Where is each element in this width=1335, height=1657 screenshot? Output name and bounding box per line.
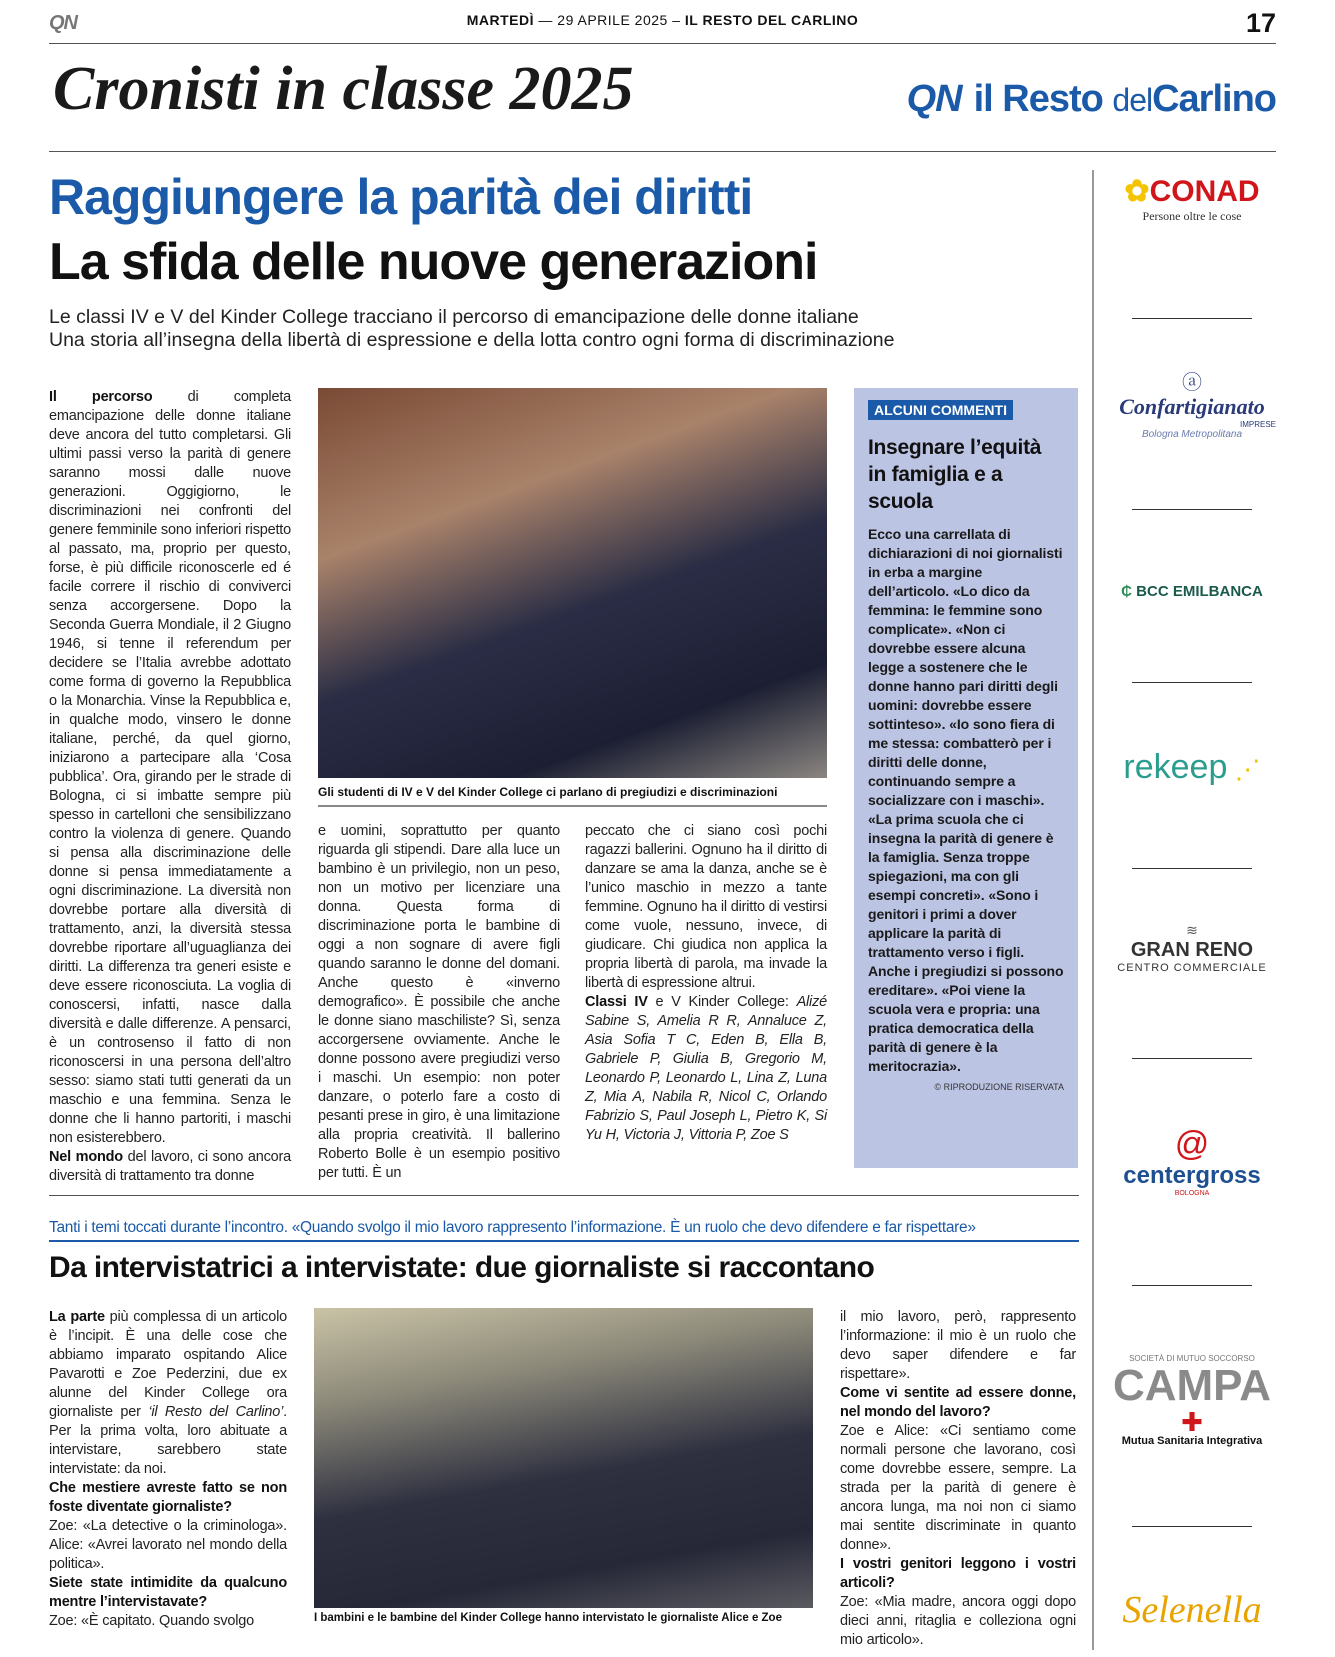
article-column-1 <box>49 388 291 1186</box>
ad-emilbanca[interactable] <box>1108 583 1276 600</box>
paragraph: e uomini, soprattutto per quanto riguarda gli stipendi. Dare alla luce un bambino è un privilegio, non un peso, non un motivo per licenziare una donna. Questa forma di discriminazione porta le bambine di oggi a non sognare di avere figli quando saranno le donne del domani. Anche questo è «inverno demografico». È possibile che anche le donne siano maschiliste? Sì, senza accorgersene ovviamente. Anche le donne possono avere pregiudizi verso i maschi. Un esempio: non poter danzare, o poterlo fare a costo di pesanti prese in giro, è una limitazione alla propria creatività. Il ballerino Roberto Bolle è un esempio positivo per tutti. È un <box>318 823 560 1181</box>
interview-photo-block <box>314 1308 813 1624</box>
logo-qn: QN <box>906 78 962 120</box>
divider <box>1132 1058 1252 1059</box>
headline: Raggiungere la parità dei diritti <box>49 169 753 225</box>
ad-centergross[interactable] <box>1108 1126 1276 1197</box>
date: 29 APRILE 2025 <box>557 12 668 28</box>
ad-tagline: Persone oltre le cose <box>1142 209 1242 223</box>
divider <box>1132 1285 1252 1286</box>
comments-title: Insegnare l’equità in famiglia e a scuola <box>868 436 1042 513</box>
copyright: © RIPRODUZIONE RISERVATA <box>934 1082 1064 1092</box>
answer: Zoe: «Mia madre, ancora oggi dopo dieci anni, ritaglia e colleziona ogni mio articolo». <box>840 1594 1076 1648</box>
divider <box>1132 509 1252 510</box>
question: Che mestiere avreste fatto se non foste diventate giornaliste? <box>49 1480 287 1515</box>
question: I vostri genitori leggono i vostri articoli? <box>840 1556 1076 1591</box>
paper-name: IL RESTO DEL CARLINO <box>684 12 859 28</box>
sun-rays-icon: ⋰ <box>1227 754 1261 784</box>
sponsor-divider <box>1092 170 1094 1650</box>
carlino-logo <box>907 78 1276 121</box>
photo-caption: Gli studenti di IV e V del Kinder College ci parlano di pregiudizi e discriminazioni <box>318 781 827 807</box>
paragraph: . Per la prima volta, loro abituate a intervistare, sarebbero state intervistate: da noi. <box>49 1404 287 1477</box>
qn-logo: QN <box>49 12 77 34</box>
answer: Zoe: «La detective o la criminologa». Alice: «Avrei lavorato nel mondo della politica». <box>49 1518 287 1572</box>
ad-name: CONAD <box>1149 175 1260 208</box>
lead-in: Ecco <box>868 526 902 542</box>
paragraph: una carrellata di dichiarazioni di noi giornalisti in erba a margine dell’articolo. «Lo dico da femmina: le femmine sono complicate». «Non ci dovrebbe essere alcuna legge a sostenere che le donne hanno pari diritti degli uomini: dovrebbe essere sottinteso». «Io sono fiera di me stessa: combatterò per i diritti delle donne, continuando sempre a socializzare con i maschi». «La prima scuola che ci insegna la parità di genere è la famiglia. Senza troppe spiegazioni, ma con gli esempi concreti». «Sono i genitori i primi a dover applicare la parità di trattamento verso i figli. Anche i pregiudizi si possono ereditare». «Poi viene la scuola vera e propria: una pratica democratica della parità di genere è la meritocrazia». <box>868 526 1064 1074</box>
question: Come vi sentite ad essere donne, nel mondo del lavoro? <box>840 1385 1076 1420</box>
wave-icon: ≋ <box>1186 922 1198 938</box>
class-photo <box>318 388 827 778</box>
article-column-3 <box>585 822 827 1145</box>
ad-name: GRAN RENO <box>1130 939 1254 961</box>
comments-badge: ALCUNI COMMENTI <box>868 400 1013 420</box>
ad-top: SOCIETÀ DI MUTUO SOCCORSO <box>1129 1354 1255 1363</box>
ad-name: CAMPA <box>1112 1361 1272 1410</box>
ad-tagline: CENTRO COMMERCIALE <box>1117 962 1267 974</box>
cross-icon: ✚ <box>1181 1407 1203 1437</box>
divider <box>1132 318 1252 319</box>
ad-tagline: BOLOGNA <box>1174 1190 1210 1197</box>
comments-box <box>854 388 1078 1168</box>
dateline: MARTEDÌ — 29 APRILE 2025 – IL RESTO DEL CARLINO <box>466 12 859 28</box>
lead-in: Il percorso <box>49 389 153 405</box>
ad-campa[interactable] <box>1108 1354 1276 1447</box>
divider <box>1132 1526 1252 1527</box>
logo-carlino: Carlino <box>1152 78 1276 120</box>
subtitle-line: Le classi IV e V del Kinder College tracciano il percorso di emancipazione delle donne italiane <box>49 306 859 328</box>
ad-name: BCC EMILBANCA <box>1136 583 1263 600</box>
ad-name: centergross <box>1123 1162 1261 1189</box>
interview-section <box>49 1195 1079 1650</box>
answer: Zoe: «È capitato. Quando svolgo <box>49 1613 254 1629</box>
headline-interview: Da intervistatrici a intervistate: due giornaliste si raccontano <box>49 1251 875 1284</box>
ad-confartigianato[interactable] <box>1108 372 1276 440</box>
divider <box>1132 682 1252 683</box>
answer: il mio lavoro, però, rappresento l’informazione: il mio è un ruolo che devo saper difendere e far rispettare». <box>840 1309 1076 1382</box>
swirl-icon: @ <box>1174 1125 1210 1163</box>
ad-sub: IMPRESE <box>1239 420 1276 429</box>
page-header <box>49 8 1276 44</box>
ad-name: Confartigianato <box>1119 394 1265 419</box>
bcc-icon: ₵ <box>1121 583 1132 600</box>
paragraph: del lavoro, ci sono ancora diversità di trattamento tra donne <box>49 1149 291 1184</box>
lead-in: Nel mondo <box>49 1149 123 1165</box>
subtitle-line: Una storia all’insegna della libertà di espressione e della lotta contro ogni forma di discriminazione <box>49 329 895 351</box>
answer: Zoe e Alice: «Ci sentiamo come normali persone che lavorano, così come dovrebbe essere, sempre. La strada per la parità di genere è ancora lunga, ma noi non ci siamo mai sentite discriminate in quanto donne». <box>840 1423 1076 1553</box>
student-names: Alizé Sabine S, Amelia R R, Annaluce Z, Asia Sofia T C, Eden B, Ella B, Gabriele P, Giulia B, Gregorio M, Leonardo P, Leonardo L, Lina Z, Luna Z, Mia A, Nabila R, Nicol C, Orlando Fabrizio S, Paul Joseph L, Pietro K, Si Yu H, Victoria J, Vittoria P, Zoe S <box>585 994 827 1143</box>
page-number: 17 <box>1245 8 1276 38</box>
interview-caption: I bambini e le bambine del Kinder College hanno intervistato le giornaliste Alice e Zoe <box>314 1612 782 1624</box>
interview-column-1 <box>49 1308 287 1631</box>
interview-column-3 <box>840 1308 1076 1650</box>
logo-name: il Resto <box>973 78 1103 120</box>
paragraph: di completa emancipazione delle donne italiane deve ancora del tutto completarsi. Gli ultimi passi verso la parità di genere saranno mossi dalle nuove generazioni. Oggigiorno, le discriminazioni nei confronti del genere femminile sono inferiori rispetto al passato, ma, proprio per questo, forse, è più difficile riconoscerle ed é facile correre il rischio di conviverci senza accorgersene. Dopo la Seconda Guerra Mondiale, il 2 Giugno 1946, si tenne il referendum per decidere se l’Italia avrebbe adottato come forma di governo la Repubblica o la Monarchia. Vinse la Repubblica e, in qualche modo, vinsero le donne italiane, perché, da quel giorno, iniziarono a partecipare alla ‘Cosa pubblica’. Ora, girando per le strade di Bologna, ci si imbatte sempre più spesso in cartelloni che sensibilizzano contro la violenza di genere. Quando si pensa alla discriminazione delle donne si pensa immediatamente a ogni discriminazione. La diversità non dovrebbe portare alla diversità di trattamento, anzi, la diversità stessa dovrebbe riportare all’uguaglianza dei diritti. La differenza tra generi esiste e deve essere riconosciuta. La voglia di conoscersi, infatti, nasce dalla diversità e dalle differenze. A pensarci, è un controsenso il fatto di non riconoscersi in una persona dell’altro sesso: siamo stati tutti generati da un maschio e una femmina. Senza le donne che li hanno partoriti, i maschi non esisterebbero. <box>49 389 292 1146</box>
lead-in: La parte <box>49 1309 105 1325</box>
article-column-2 <box>318 822 560 1183</box>
paragraph: e V Kinder College: <box>647 994 797 1010</box>
comments-body <box>868 525 1064 1076</box>
logo-del: del <box>1112 82 1153 118</box>
headline-secondary: La sfida delle nuove generazioni <box>49 233 818 291</box>
ad-selenella[interactable]: Selenella <box>1122 1589 1262 1631</box>
at-icon: ⓐ <box>1182 372 1202 394</box>
interview-photo <box>314 1308 813 1608</box>
flower-icon: ✿ <box>1124 175 1150 208</box>
paragraph: peccato che ci siano così pochi ragazzi ballerini. Ognuno ha il diritto di danzare se ama la danza, anche se è l’unico maschio in mezzo a tante femmine. Ognuno ha il diritto di vestirsi come vuole, nessuno, invece, di giudicare. Chi giudica non applica la propria libertà di parola, ma invade la libertà di espressione altrui. <box>585 823 827 991</box>
ad-name: rekeep <box>1123 748 1228 786</box>
ad-granreno[interactable] <box>1108 922 1276 974</box>
newspaper-name: ‘il Resto del Carlino’ <box>148 1404 284 1420</box>
lead-in: Classi IV <box>585 994 648 1010</box>
masthead <box>49 50 1276 152</box>
section-title: Cronisti in classe 2025 <box>53 55 634 123</box>
paragraph: più complessa di un articolo è l’incipit. È una delle cose che abbiamo imparato ospitando Alice Pavarotti e Zoe Pederzini, due ex alunne del Kinder College ora giornaliste per <box>49 1309 287 1420</box>
question: Siete state intimidite da qualcuno mentre l’intervistavate? <box>49 1575 287 1610</box>
ad-tagline: Bologna Metropolitana <box>1141 429 1243 440</box>
divider <box>1132 868 1252 869</box>
interview-body <box>49 1308 1079 1650</box>
day: MARTEDÌ <box>466 12 535 28</box>
ad-tagline: Mutua Sanitaria Integrativa <box>1121 1435 1263 1447</box>
subtitle <box>49 306 1079 352</box>
kicker: Tanti i temi toccati durante l’incontro. «Quando svolgo il mio lavoro rappresento l’informazione. È un ruolo che devo difendere e far rispettare» <box>49 1218 1079 1242</box>
ad-rekeep[interactable] <box>1108 748 1276 787</box>
ad-conad[interactable] <box>1108 174 1276 224</box>
